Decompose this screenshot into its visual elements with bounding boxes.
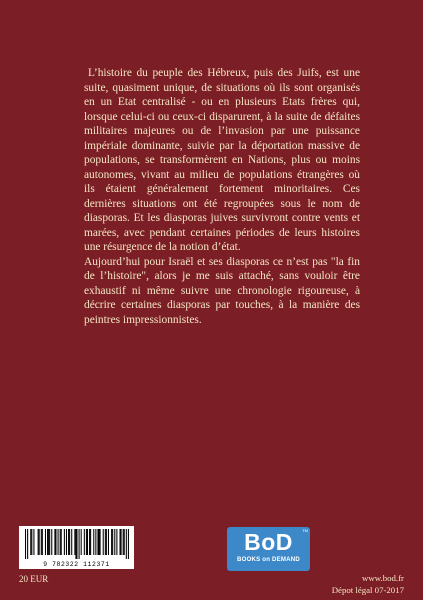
barcode-bar <box>68 529 69 555</box>
barcode-bar <box>54 529 55 555</box>
barcode-bar <box>99 529 100 555</box>
barcode-bar <box>39 529 40 555</box>
bod-logo-sub: BOOKS on DEMAND <box>237 556 300 563</box>
price-label: 20 EUR <box>19 574 49 584</box>
barcode-bar <box>116 529 117 555</box>
barcode-bar <box>69 529 70 555</box>
barcode-bar <box>60 529 61 555</box>
barcode-bar <box>114 529 115 555</box>
barcode-bar <box>74 529 75 555</box>
barcode-bar <box>128 529 129 559</box>
barcode-bar <box>106 529 107 555</box>
barcode-bar <box>112 529 113 555</box>
barcode-bar <box>42 529 43 555</box>
barcode-bar <box>55 529 56 555</box>
blurb-text <box>84 66 360 327</box>
barcode-bar <box>124 529 125 555</box>
barcode-bar <box>81 529 82 555</box>
barcode-bar <box>105 529 106 555</box>
barcode-bar <box>93 529 94 555</box>
barcode-bar <box>33 529 34 555</box>
bod-logo <box>227 527 310 571</box>
bod-logo-tm: TM <box>302 528 308 533</box>
barcode-bar <box>95 529 96 555</box>
barcode-bar <box>45 529 46 555</box>
barcode-bar <box>58 529 59 555</box>
barcode-bar <box>123 529 124 555</box>
barcode-bar <box>25 529 26 559</box>
barcode-bar <box>111 529 112 555</box>
barcode-bar <box>126 529 127 559</box>
barcode-bar <box>84 529 85 555</box>
barcode-bar <box>61 529 62 555</box>
barcode-bar <box>120 529 121 555</box>
barcode-bar <box>89 529 90 555</box>
barcode-bar <box>71 529 72 555</box>
barcode-bar <box>30 529 31 555</box>
barcode-bar <box>31 529 32 555</box>
barcode-bar <box>87 529 88 555</box>
publisher-url: www.bod.fr <box>362 573 404 583</box>
barcode-bar <box>97 529 98 555</box>
blurb-paragraph-2: Aujourd’hui pour Israël et ses diasporas ce n’est pas "la fin de l’histoire", alors je me suis attaché, sans vouloir être exhaustif ni même suivre une chronologie rigoureuse, à décrire certaines diasporas par touches, à la manière des peintres impressionnistes. <box>84 255 360 326</box>
isbn-barcode <box>19 526 134 569</box>
barcode-bar <box>75 529 76 559</box>
barcode-bar <box>121 529 122 555</box>
barcode-bar <box>51 529 52 555</box>
barcode-bar <box>66 529 67 555</box>
barcode-bar <box>48 529 49 555</box>
barcode-bar <box>64 529 65 555</box>
blurb-paragraph-1: L’histoire du peuple des Hébreux, puis des Juifs, est une suite, quasiment unique, de situations où ils sont organisés en un Etat centralisé - ou en plusieurs Etats frères qui, lorsque celui-ci ou ceux-ci disparurent, à la suite de défaites militaires majeures ou de l’invasion par une puissance impériale dominante, suivie par la déportation massive de populations, se transformèrent en Nations, plus ou moins autonomes, vivant au milieu de populations étrangères où ils étaient généralement fortement minoritaires. Ces dernières situations ont été regroupées sous le nom de diasporas. Et les diasporas juives survivront contre vents et marées, avec pendant certaines périodes de leurs histoires une résurgence de la notion d’état. <box>84 67 360 253</box>
barcode-bar <box>79 529 80 559</box>
barcode-bar <box>103 529 104 555</box>
barcode-bar <box>86 529 87 555</box>
barcode-bar <box>100 529 101 555</box>
barcode-bar <box>41 529 42 555</box>
barcode-bar <box>47 529 48 555</box>
barcode-bar <box>76 529 77 559</box>
barcode-bar <box>108 529 109 555</box>
barcode-digits: 9 782322 112371 <box>43 561 110 568</box>
barcode-bar <box>49 529 50 555</box>
barcode-bar <box>27 529 28 559</box>
legal-deposit: Dépot légal 07-2017 <box>331 585 404 595</box>
bod-logo-main: BoD <box>244 529 293 555</box>
barcode-bar <box>38 529 39 555</box>
barcode-bars-icon <box>23 529 130 559</box>
barcode-bar <box>90 529 91 555</box>
